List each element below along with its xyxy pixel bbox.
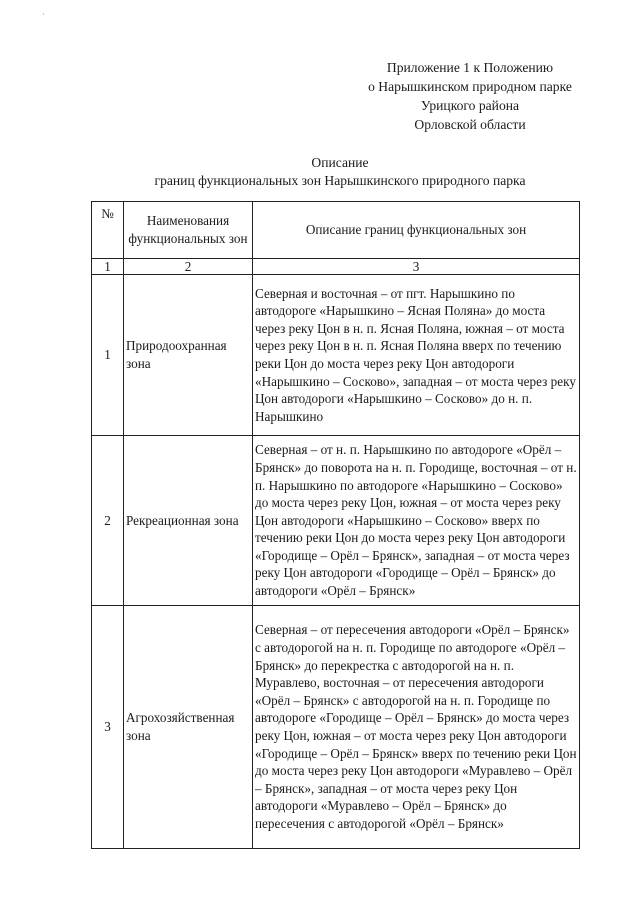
header-num: № (92, 202, 124, 259)
appendix-line: Урицкого района (420, 98, 520, 113)
zone-name: Рекреационная зона (124, 436, 253, 606)
table-header-row (92, 202, 580, 259)
zone-name: Агрохозяйственная зона (124, 606, 253, 849)
zone-name: Природоохранная зона (124, 275, 253, 436)
title-line: границ функциональных зон Нарышкинского природного парка (154, 173, 526, 188)
column-numbers-row (92, 259, 580, 275)
zones-table (91, 201, 580, 849)
zone-number: 2 (92, 436, 124, 606)
appendix-line: о Нарышкинском природном парке (368, 79, 572, 94)
header-description: Описание границ функциональных зон (253, 202, 580, 259)
appendix-line: Орловской области (414, 117, 526, 132)
zone-number: 3 (92, 606, 124, 849)
scan-speck: · (42, 10, 45, 19)
zone-description: Северная – от н. п. Нарышкино по автодороге «Орёл – Брянск» до поворота на н. п. Городище, восточная – от н. п. Нарышкино по автодороге «Нарышкино – Сосково» до моста через реку Цон, южная – от моста через реку Цон автодороги «Нарышкино – Сосково» вверх по течению реки Цон до моста через реку Цон автодороги «Городище – Орёл – Брянск», западная – от моста через реку Цон автодороги «Городище – Орёл – Брянск» до автодороги «Орёл – Брянск» (253, 436, 580, 606)
column-number: 2 (124, 259, 253, 275)
table-row (92, 275, 580, 436)
header-name: Наименования функциональных зон (124, 202, 253, 259)
appendix-header (340, 58, 600, 134)
column-number: 3 (253, 259, 580, 275)
zone-description: Северная – от пересечения автодороги «Орёл – Брянск» с автодорогой на н. п. Городище по автодороге «Орёл – Брянск» до перекрестка с автодорогой на н. п. Муравлево, восточная – от пересечения автодороги «Орёл – Брянск» с автодорогой на н. п. Городище по автодороге «Городище – Орёл – Брянск» до моста через реку Цон, южная – от моста через реку Цон автодороги «Городище – Орёл – Брянск» вверх по течению реки Цон до моста через реку Цон автодороги «Муравлево – Орёл – Брянск», западная – от моста через реку Цон автодороги «Муравлево – Орёл – Брянск» до пересечения с автодорогой «Орёл – Брянск» (253, 606, 580, 849)
document-title (60, 154, 620, 190)
zone-description: Северная и восточная – от пгт. Нарышкино по автодороге «Нарышкино – Ясная Поляна» до моста через реку Цон в н. п. Ясная Поляна, южная – от моста через реку Цон в н. п. Ясная Поляна вверх по течению реки Цон до моста через реку Цон автодороги «Нарышкино – Сосково», западная – от моста через реку Цон автодороги «Нарышкино – Сосково» до н. п. Нарышкино (253, 275, 580, 436)
zone-number: 1 (92, 275, 124, 436)
column-number: 1 (92, 259, 124, 275)
table-row (92, 436, 580, 606)
title-line: Описание (311, 155, 369, 170)
table-row (92, 606, 580, 849)
appendix-line: Приложение 1 к Положению (386, 60, 554, 75)
